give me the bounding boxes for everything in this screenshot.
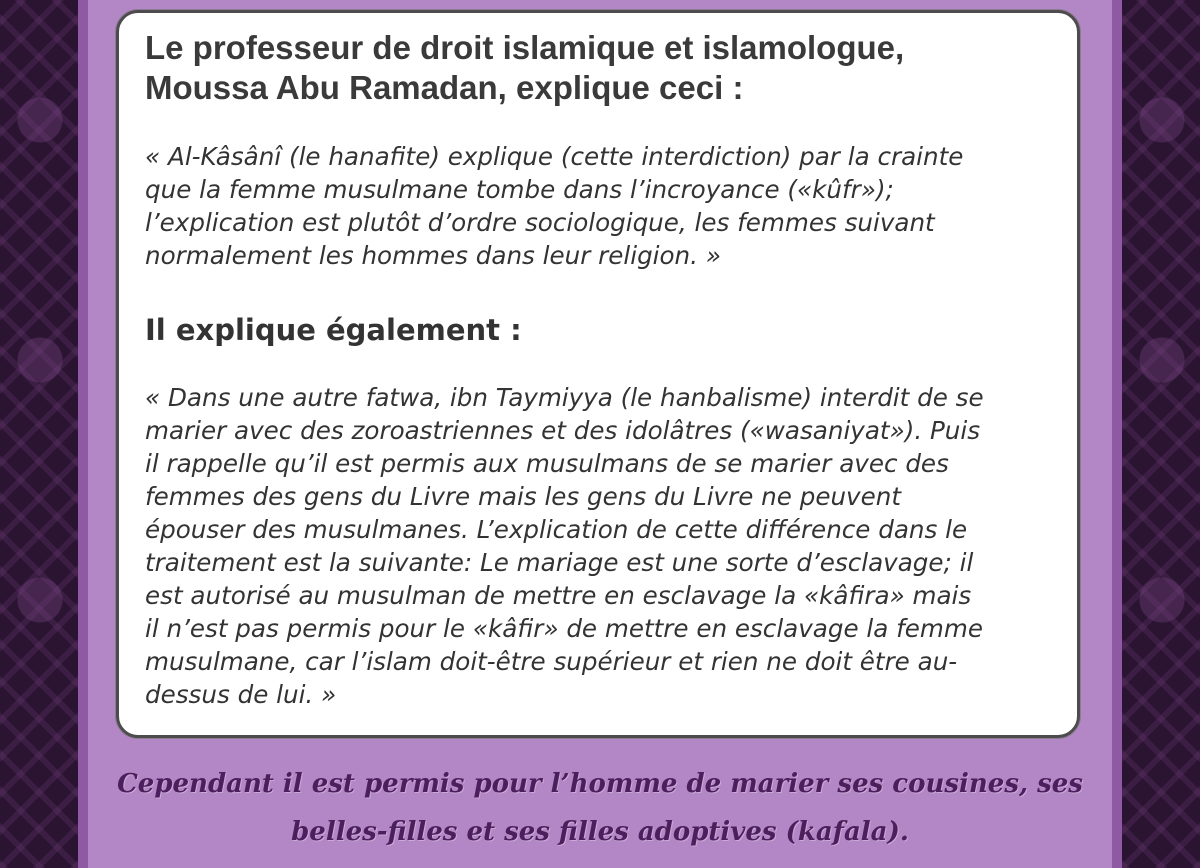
decorative-border-right [1122, 0, 1200, 868]
quote-line: traitement est la suivante: Le mariage est une sorte d’esclavage; il [145, 548, 974, 577]
decorative-border-left [0, 0, 78, 868]
quote-line: il n’est pas permis pour le «kâfir» de mettre en esclavage la femme [145, 614, 983, 643]
quote-line: il rappelle qu’il est permis aux musulmans de se marier avec des [145, 449, 949, 478]
quote-line: musulmane, car l’islam doit-être supérieur et rien ne doit être au- [145, 647, 958, 676]
quote-taymiyya [145, 381, 1085, 711]
heading-line: Le professeur de droit islamique et islamologue, [145, 29, 905, 66]
quote-line: « Dans une autre fatwa, ibn Taymiyya (le hanbalisme) interdit de se [145, 383, 984, 412]
quote-line: l’explication est plutôt d’ordre sociologique, les femmes suivant [145, 208, 935, 237]
quote-line: marier avec des zoroastriennes et des idolâtres («wasaniyat»). Puis [145, 416, 981, 445]
quote-line: que la femme musulmane tombe dans l’incroyance («kûfr»); [145, 175, 894, 204]
heading-line: Moussa Abu Ramadan, explique ceci : [145, 69, 744, 106]
footer-caption-line: Cependant il est permis pour l’homme de marier ses cousines, ses [117, 769, 1083, 799]
heading [145, 28, 1045, 108]
quote-line: épouser des musulmanes. L’explication de cette différence dans le [145, 515, 968, 544]
quote-line: est autorisé au musulman de mettre en esclavage la «kâfira» mais [145, 581, 972, 610]
quote-line: normalement les hommes dans leur religion. » [145, 241, 721, 270]
panel-edge-left [78, 0, 88, 868]
quote-kasani [145, 140, 1085, 272]
panel-edge-right [1112, 0, 1122, 868]
footer-caption-line: belles-filles et ses filles adoptives (kafala). [291, 817, 909, 847]
quote-line: dessus de lui. » [145, 680, 337, 709]
subheading: Il explique également : [145, 313, 522, 347]
quote-line: femmes des gens du Livre mais les gens du Livre ne peuvent [145, 482, 901, 511]
quote-line: « Al-Kâsânî (le hanafite) explique (cette interdiction) par la crainte [145, 142, 964, 171]
